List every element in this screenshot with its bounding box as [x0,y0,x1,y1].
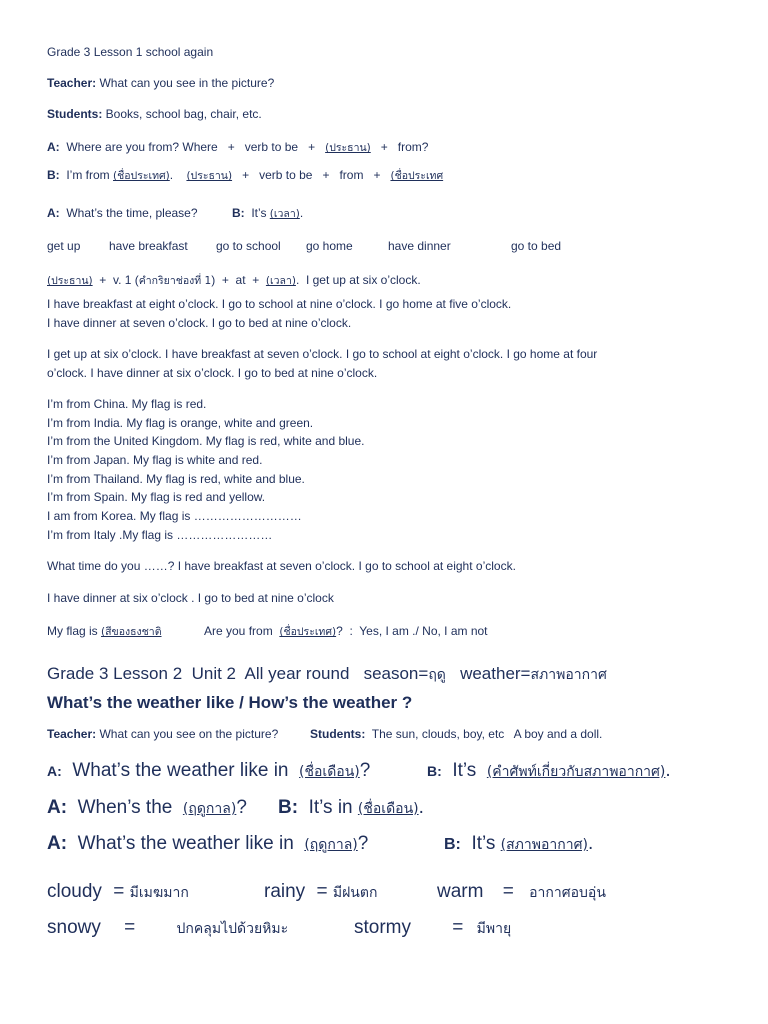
season-question [47,797,247,820]
flag-item: I’m from Italy .My flag is …………………… [47,528,273,542]
equals-sign: = [316,881,328,902]
vocab-word: warm [437,881,484,902]
country-placeholder: (ชื่อประเทศ [390,170,444,182]
activity-item: have breakfast [109,239,188,253]
paragraph1-line2: I have dinner at seven o’clock. I go to bed at nine o’clock. [47,316,352,330]
equals-sign: = [502,881,514,902]
students-line [47,107,262,121]
b-from-formula: + verb to be + from + [232,168,391,182]
weather-word-placeholder: (คำศัพท์เกี่ยวกับสภาพอากาศ) [486,764,666,780]
period: . [418,797,424,818]
activity-item: have dinner [388,239,451,253]
question-mark: ? [357,833,369,854]
my-flag-text: My flag is [47,624,102,638]
lesson2-title-weather: weather= [445,664,531,683]
pattern-thai: คำกริยาช่องที่ 1 [138,275,212,287]
weather-thai: สภาพอากาศ [530,667,607,683]
activity-item: go to school [216,239,281,253]
teacher-question: What can you see in the picture? [96,76,275,90]
teacher-label: Teacher: [47,727,97,741]
vocab-thai: อากาศอบอุ่น [529,885,606,901]
pattern-at: ) + at + [211,273,266,287]
my-flag-line [47,624,162,639]
season-answer [278,797,424,820]
vocab-word: stormy [354,917,411,938]
lesson2-title-text: Grade 3 Lesson 2 Unit 2 All year round season= [47,664,429,683]
time-answer-text: It’s [244,206,270,220]
weather-answer-2 [444,833,593,856]
are-you-from-line [204,624,488,639]
teacher-label: Teacher: [47,76,97,90]
are-you-from-text: Are you from [204,624,280,638]
time-question: What’s the time, please? [59,206,198,220]
vocab-cloudy [47,881,189,904]
pattern-line [47,273,421,288]
subject-placeholder: (ประธาน) [325,142,371,154]
vocab-word: snowy [47,917,101,938]
a-label: A: [47,797,68,818]
weather-placeholder: (สภาพอากาศ) [500,837,588,853]
question-mark: ? [359,760,371,781]
are-you-from-answer: ? : Yes, I am ./ No, I am not [336,624,488,638]
weather-question-1 [47,760,370,783]
a-where-text: Where are you from? Where + verb to be + [59,140,326,154]
lesson2-subtitle: What’s the weather like / How’s the weather ? [47,693,413,712]
paragraph2-line2: o’clock. I have dinner at six o’clock. I go to bed at nine o’clock. [47,366,378,380]
a-label: A: [47,833,68,854]
flag-item: I’m from Thailand. My flag is red, white and blue. [47,472,305,486]
equals-sign: = [113,881,125,902]
vocab-thai: มีเมฆมาก [129,885,189,901]
activity-item: get up [47,239,81,253]
a-label: A: [47,206,60,220]
flag-item: I’m from China. My flag is red. [47,397,207,411]
month-placeholder: (ชื่อเดือน) [299,764,360,780]
weather-question-text: What’s the weather like in [67,833,305,854]
flag-item: I’m from Spain. My flag is red and yellow. [47,490,266,504]
students-answer: The sun, clouds, boy, etc A boy and a doll. [365,727,603,741]
a-label: A: [47,140,60,154]
teacher-question: What can you see on the picture? [96,727,279,741]
teacher-line [47,76,274,90]
time-placeholder: (เวลา) [269,208,300,220]
b-from-text: I’m from [59,168,114,182]
b-from-line [47,168,443,183]
students-label: Students: [310,727,366,741]
weather-answer-1 [427,760,671,783]
lesson2-students-line [310,727,602,741]
month-placeholder: (ชื่อเดือน) [357,801,419,817]
b-from-sep: . [169,168,187,182]
vocab-rainy [264,881,377,904]
vocab-warm [437,881,606,904]
dinner-line: I have dinner at six o’clock . I go to bed at nine o’clock [47,591,334,605]
period: . [587,833,594,854]
lesson2-title [47,664,607,685]
a-label: A: [47,763,62,779]
its-text: It’s [460,833,501,854]
time-question-line2: What time do you ……? I have breakfast at seven o’clock. I go to school at eight o’clock. [47,559,516,573]
pattern-example: . I get up at six o’clock. [295,273,421,287]
flag-item: I’m from the United Kingdom. My flag is red, white and blue. [47,434,365,448]
season-placeholder: (ฤดูกาล) [304,837,358,853]
subject-placeholder: (ประธาน) [47,275,93,287]
time-placeholder: (เวลา) [265,275,296,287]
time-question-line [47,206,198,220]
question-mark: ? [236,797,247,818]
flag-item: I am from Korea. My flag is ……………………… [47,509,302,523]
b-label: B: [47,168,60,182]
time-answer-tail: . [299,206,304,220]
activity-item: go home [306,239,353,253]
weather-question-2 [47,833,368,856]
season-question-text: When’s the [67,797,183,818]
equals-sign: = [452,917,464,938]
vocab-word: rainy [264,881,306,902]
paragraph2-line1: I get up at six o’clock. I have breakfast at seven o’clock. I go to school at eight o’clock. I go home at four [47,347,598,361]
a-where-tail: + from? [370,140,429,154]
b-label: B: [444,836,461,853]
flag-colour-placeholder: (สีของธงชาติ [101,626,162,638]
country-placeholder: (ชื่อประเทศ) [113,170,170,182]
b-label: B: [278,797,299,818]
students-label: Students: [47,107,103,121]
vocab-thai: ปกคลุมไปด้วยหิมะ [176,921,289,937]
its-in-text: It’s in [298,797,358,818]
b-label: B: [427,763,442,779]
its-text: It’s [441,760,487,781]
students-answer: Books, school bag, chair, etc. [102,107,262,121]
subject-placeholder: (ประธาน) [186,170,233,182]
vocab-snowy [47,917,288,940]
lesson1-title: Grade 3 Lesson 1 school again [47,45,214,59]
a-where-line [47,140,428,155]
weather-question-text: What’s the weather like in [61,760,300,781]
vocab-word: cloudy [47,881,102,902]
period: . [665,760,671,781]
lesson2-teacher-line [47,727,278,741]
activity-item: go to bed [511,239,562,253]
season-placeholder: (ฤดูกาล) [182,801,237,817]
vocab-stormy [354,917,511,940]
vocab-thai: มีพายุ [476,921,512,937]
b-label: B: [232,206,245,220]
flag-item: I’m from India. My flag is orange, white and green. [47,416,314,430]
season-thai: ฤดู [428,667,446,683]
vocab-thai: มีฝนตก [332,885,378,901]
pattern-v1: + v. 1 ( [92,273,139,287]
paragraph1-line1: I have breakfast at eight o’clock. I go to school at nine o’clock. I go home at five o’clock. [47,297,512,311]
time-answer [232,206,303,221]
flag-item: I’m from Japan. My flag is white and red. [47,453,263,467]
country-placeholder: (ชื่อประเทศ) [279,626,337,638]
equals-sign: = [124,917,136,938]
